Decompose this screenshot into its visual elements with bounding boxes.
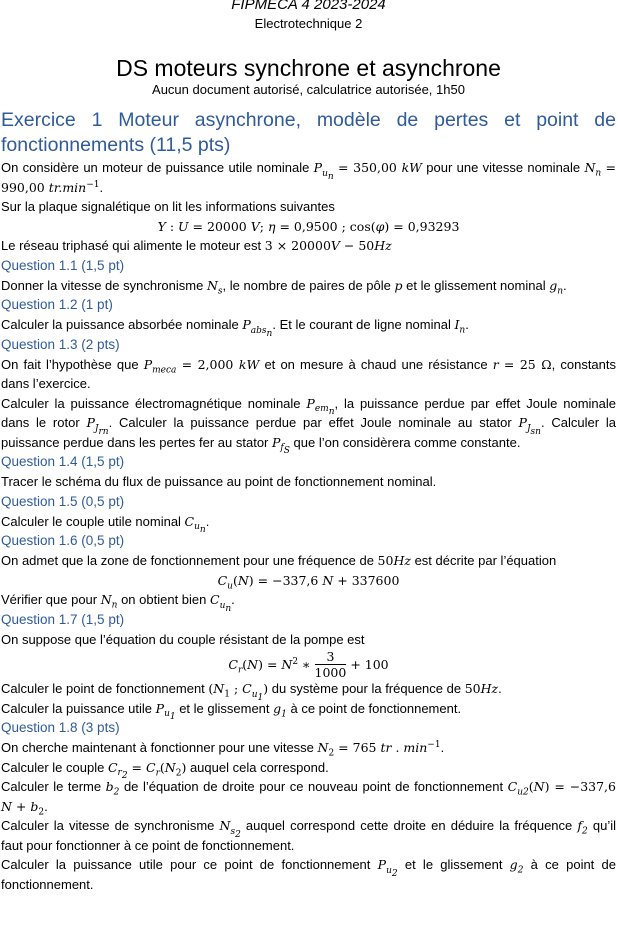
question-1-8-power: Calculer la puissance utile pour ce point de fonctionnement $P_{u_2}$ et le glissement $g_2$ à ce point de fonctionnement.	[1, 857, 616, 892]
question-1-8-line-term: Calculer le terme $b_2$ de l’équation de droite pour ce nouveau point de fonctionnement $C_{u2}(N) = -337,6$ $N + b_2$.	[1, 779, 616, 817]
question-1-5-heading: Question 1.5 (0,5 pt)	[1, 493, 125, 509]
question-1-8-heading: Question 1.8 (3 pts)	[1, 720, 120, 735]
question-1-3-text: Calculer la puissance électromagnétique nominale $P_{em_n}$, la puissance perdue par effet Joule nominale dans le rotor $P_{J_{rn}}$. Calculer la puissance perdue par effet Joule nominale au stator $P_{J_{sn}}$. Calculer la puissance perdue dans les pertes fer au stator $P_{f_S}$ que l’on considèrera comme constante.	[1, 395, 616, 456]
question-1-8-torque: Calculer le couple $C_{r_2} = C_r(N_2)$ auquel cela correspond.	[1, 759, 329, 781]
torque-equation: $C_u(N) = -337,6$ N + 337600	[217, 572, 400, 591]
plate-line: Sur la plaque signalétique on lit les informations suivantes	[1, 199, 335, 214]
question-1-4-text: Tracer le schéma du flux de puissance au point de fonctionnement nominal.	[1, 474, 437, 489]
question-1-7-heading: Question 1.7 (1,5 pt)	[1, 611, 125, 627]
exam-title: DS moteurs synchrone et asynchrone	[116, 55, 501, 81]
exercise-title: Exercice 1 Moteur asynchrone, modèle de pertes et point de fonctionnements (11,5 pts)	[1, 109, 616, 156]
plate-values: Y : U = 20000 V; η = 0,9500 ; cos(φ) = 0,93293	[157, 218, 460, 234]
question-1-3-hypothesis: On fait l’hypothèse que $P_{meca} = 2,000$ kW et on mesure à chaud une résistance r = 25 Ω, constants dans l’exercice.	[1, 356, 617, 391]
question-1-1-text: Donner la vitesse de synchronisme $N_s$, le nombre de paires de pôle p et le glissement nominal $g_n$.	[1, 277, 567, 296]
question-1-4-heading: Question 1.4 (1,5 pt)	[1, 454, 125, 469]
question-1-3-heading: Question 1.3 (2 pts)	[1, 336, 120, 352]
question-1-8-speed: On cherche maintenant à fonctionner pour une vitesse $N_2 = 765$ tr . $\min^{-1}$.	[1, 739, 445, 759]
header-course: Electrotechnique 2	[254, 16, 363, 31]
question-1-6-verify: Vérifier que pour $N_n$ on obtient bien $C_{u_n}$.	[1, 592, 235, 614]
header-school: FIPMECA 4 2023-2024	[231, 0, 386, 13]
question-1-2-heading: Question 1.2 (1 pt)	[1, 297, 113, 312]
grid-line: Le réseau triphasé qui alimente le moteur est 3 × 20000V − 50Hz	[1, 238, 392, 253]
question-1-1-heading: Question 1.1 (1,5 pt)	[1, 257, 125, 273]
question-1-6-text: On admet que la zone de fonctionnement pour une fréquence de 50Hz est décrite par l’équation	[1, 553, 557, 568]
question-1-7-text: On suppose que l’équation du couple résistant de la pompe est	[1, 631, 365, 647]
exam-rules: Aucun document autorisé, calculatrice autorisée, 1h50	[152, 82, 465, 97]
question-1-5-text: Calculer le couple utile nominal $C_{u_n}$.	[1, 513, 210, 535]
question-1-6-heading: Question 1.6 (0,5 pt)	[1, 533, 125, 548]
question-1-7-power: Calculer la puissance utile $P_{u_1}$ et le glissement $g_1$ à ce point de fonctionnement.	[1, 700, 462, 722]
intro-paragraph: On considère un moteur de puissance utile nominale $P_{u_n} = 350,00$ kW pour une vitesse nominale $N_n = 990,00$ $tr.\min^{-1}$.	[1, 160, 616, 195]
question-1-7-point: Calculer le point de fonctionnement ($N_1$ ; $C_{u_1}$) du système pour la fréquence de 50Hz.	[1, 681, 502, 703]
pump-torque-equation: $C_r(N) = N^2$ ∗ $\frac{3}{1000}$ + 100	[228, 649, 389, 681]
question-1-8-sync-speed: Calculer la vitesse de synchronisme $N_{s_2}$ auquel correspond cette droite en déduire la fréquence $f_2$ qu’il faut pour fonctionner à ce point de fonctionnement.	[1, 818, 616, 853]
question-1-2-text: Calculer la puissance absorbée nominale $P_{abs_n}$. Et le courant de ligne nominal $I_n$.	[1, 317, 469, 339]
